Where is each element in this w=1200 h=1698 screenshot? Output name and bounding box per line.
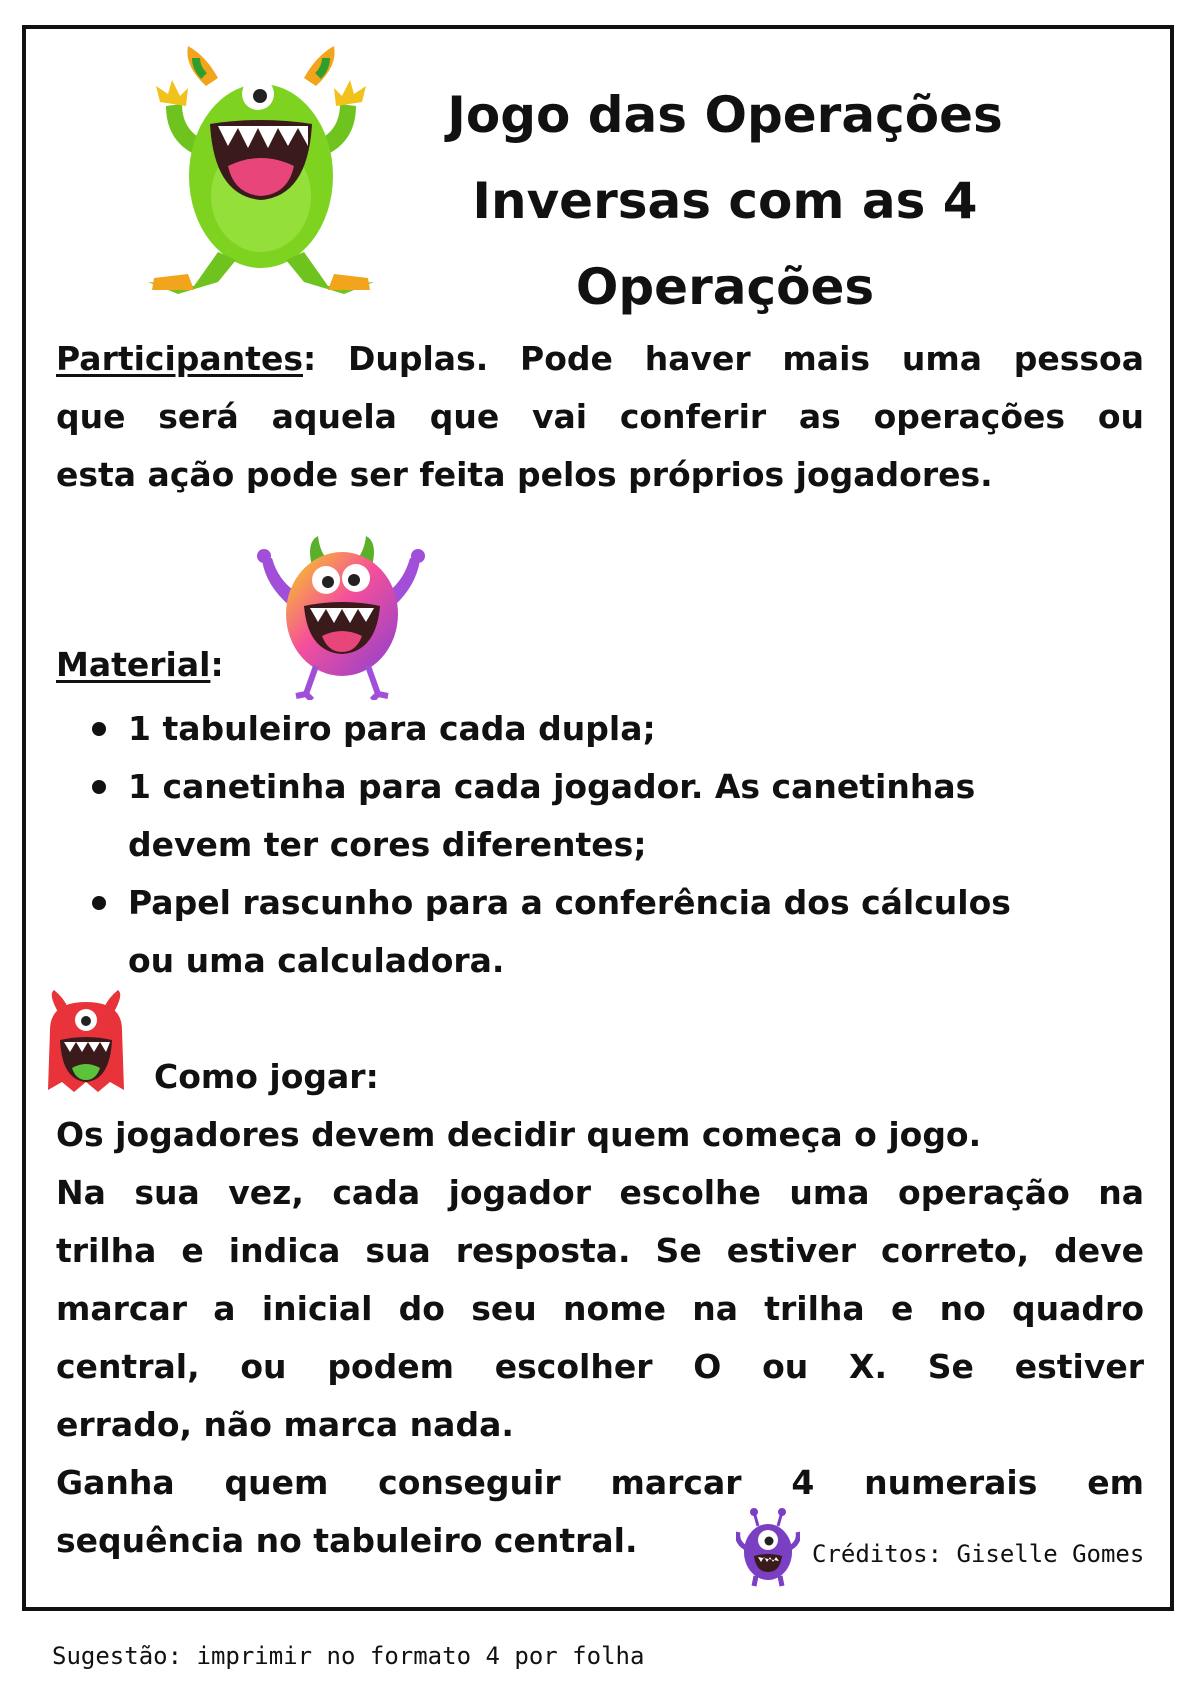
bullet-icon	[92, 722, 106, 736]
participants-section	[56, 330, 1144, 504]
list-item	[86, 700, 1136, 758]
suggestion-text: Sugestão: imprimir no formato 4 por folha	[52, 1642, 645, 1670]
list-item-text: devem ter cores diferentes;	[128, 825, 647, 864]
participants-label: Participantes	[56, 339, 303, 378]
how-to-play-section	[56, 1106, 1144, 1570]
how-to-play-line: errado, não marca nada.	[56, 1405, 514, 1444]
how-to-play-line: trilha e indica sua resposta. Se estiver correto, deve	[56, 1231, 1144, 1270]
green-monster-icon	[148, 46, 378, 308]
how-to-play-heading: Como jogar:	[154, 1057, 379, 1096]
purple-monster-icon	[736, 1508, 800, 1588]
title-line: Jogo das Operações	[447, 86, 1003, 144]
material-list	[86, 700, 1136, 990]
list-item	[86, 874, 1136, 990]
rainbow-monster-icon	[256, 536, 426, 700]
list-item-text: 1 canetinha para cada jogador. As canetinhas	[128, 767, 976, 806]
participants-line	[56, 330, 1144, 388]
page-title	[400, 72, 1050, 330]
bullet-icon	[92, 896, 106, 910]
how-to-play-line: sequência no tabuleiro central.	[56, 1521, 638, 1560]
bullet-icon	[92, 780, 106, 794]
participants-text: : Duplas. Pode haver mais uma pessoa	[302, 339, 1144, 378]
participants-line: esta ação pode ser feita pelos próprios jogadores.	[56, 455, 993, 494]
credits-text: Créditos: Giselle Gomes	[812, 1540, 1145, 1568]
how-to-play-line: marcar a inicial do seu nome na trilha e no quadro	[56, 1289, 1144, 1328]
list-item	[86, 758, 1136, 874]
participants-line: que será aquela que vai conferir as operações ou	[56, 397, 1144, 436]
how-to-play-line: Na sua vez, cada jogador escolhe uma operação na	[56, 1173, 1144, 1212]
how-to-play-line: Ganha quem conseguir marcar 4 numerais em	[56, 1463, 1144, 1502]
list-item-text: Papel rascunho para a conferência dos cálculos	[128, 883, 1011, 922]
title-line: Inversas com as 4	[472, 172, 978, 230]
how-to-play-line: central, ou podem escolher O ou X. Se estiver	[56, 1347, 1144, 1386]
material-colon: :	[210, 645, 224, 684]
material-label: Material	[56, 645, 211, 684]
red-monster-icon	[44, 990, 128, 1094]
list-item-text: 1 tabuleiro para cada dupla;	[128, 709, 656, 748]
list-item-text: ou uma calculadora.	[128, 941, 505, 980]
title-line: Operações	[575, 258, 875, 316]
how-to-play-line: Os jogadores devem decidir quem começa o jogo.	[56, 1115, 982, 1154]
material-heading	[56, 636, 224, 694]
